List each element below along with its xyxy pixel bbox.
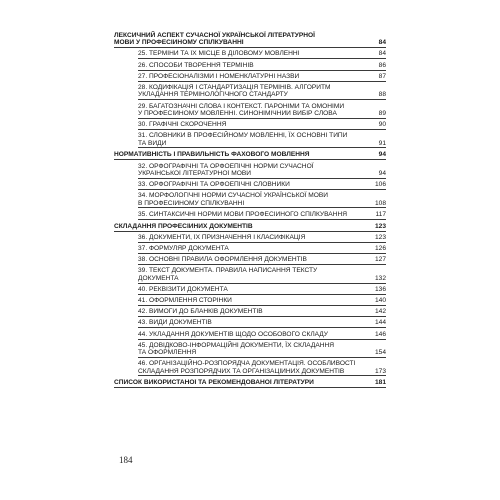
- toc-page-number: 88: [378, 91, 386, 99]
- toc-entry-text: 41. ОФОРМЛЕННЯ СТОРІНКИ: [138, 297, 232, 305]
- toc-page-number: 136: [374, 285, 386, 293]
- toc-entry-line: [138, 91, 386, 100]
- toc-page-number: 142: [374, 308, 386, 316]
- toc-page-number: 108: [374, 199, 386, 207]
- toc-page-number: 123: [374, 233, 386, 241]
- toc-entry-text: НОРМАТИВНІСТЬ І ПРАВИЛЬНІСТЬ ФАХОВОГО МОВЛЕННЯ: [114, 151, 310, 159]
- toc-page-number: 127: [374, 256, 386, 264]
- toc-entry-line: [138, 256, 386, 265]
- toc-entry-line: [114, 223, 386, 232]
- toc-page-number: 123: [374, 222, 386, 230]
- toc-entry-line: [138, 200, 386, 209]
- toc-entry-text: 31. СЛОВНИКИ В ПРОФЕСІЙНОМУ МОВЛЕННІ, ЇХ ОСНОВНІ ТИПИ: [138, 132, 348, 140]
- toc-page-number: 140: [374, 297, 386, 305]
- toc-entry-line: [138, 62, 386, 71]
- toc-item-entry: [138, 181, 386, 190]
- toc-entry-text: 27. ПРОФЕСІОНАЛІЗМИ І НОМЕНКЛАТУРНІ НАЗВИ: [138, 72, 300, 80]
- toc-entry-text: 25. ТЕРМІНИ ТА ЇХ МІСЦЕ В ДІЛОВОМУ МОВЛЕННІ: [138, 50, 300, 58]
- toc-entry-line: [114, 151, 386, 160]
- toc-item-entry: [138, 234, 386, 243]
- toc-page-number: 132: [374, 274, 386, 282]
- toc-entry-text: СКЛАДАННЯ ПРОФЕСІЙНИХ ДОКУМЕНТІВ: [114, 222, 253, 230]
- toc-entry-text: В ПРОФЕСІЙНОМУ СПІЛКУВАННІ: [138, 199, 245, 207]
- toc-item-entry: [138, 297, 386, 306]
- toc-entry-text: СПИСОК ВИКОРИСТАНОЇ ТА РЕКОМЕНДОВАНОЇ ЛІТЕРАТУРИ: [114, 379, 314, 387]
- toc-entry-text: ДОКУМЕНТА: [138, 274, 179, 282]
- toc-page-number: 84: [378, 39, 386, 47]
- toc-page-number: 94: [378, 169, 386, 177]
- toc-entry-line: [138, 140, 386, 149]
- toc-item-entry: [138, 245, 386, 254]
- toc-entry-line: [114, 379, 386, 388]
- toc-item-entry: [138, 121, 386, 130]
- toc-entry-line: [138, 297, 386, 306]
- toc-entry-text: ТА ВИДИ: [138, 139, 167, 147]
- toc-entry-text: УКРАЇНСЬКОЇ ЛІТЕРАТУРНОЇ МОВИ: [138, 169, 251, 177]
- toc-page-number: 126: [374, 245, 386, 252]
- toc-item-entry: [138, 192, 386, 208]
- toc-entry-text: 42. ВИМОГИ ДО БЛАНКІВ ДОКУМЕНТІВ: [138, 308, 263, 316]
- toc-entry-text: ТА ОФОРМЛЕННЯ: [138, 349, 197, 357]
- toc-entry-text: 28. КОДИФІКАЦІЯ І СТАНДАРТИЗАЦІЯ ТЕРМІНІВ. АЛГОРИТМ: [138, 84, 331, 92]
- toc-page-number: 117: [375, 210, 386, 218]
- toc-entry-text: 35. СИНТАКСИЧНІ НОРМИ МОВИ ПРОФЕСІЙНОГО СПІЛКУВАННЯ: [138, 210, 347, 218]
- page-number: 184: [119, 455, 133, 465]
- toc-page-number: 90: [378, 121, 386, 129]
- toc-entry-line: [138, 275, 386, 284]
- toc-entry-line: [138, 245, 386, 254]
- toc-entry-text: 33. ОРФОГРАФІЧНІ ТА ОРФОЕПІЧНІ СЛОВНИКИ: [138, 181, 290, 189]
- toc-entry-line: [138, 121, 386, 130]
- toc-entry-text: 29. БАГАТОЗНАЧНІ СЛОВА І КОНТЕКСТ. ПАРОНІМИ ТА ОМОНІМИ: [138, 102, 345, 110]
- toc-entry-line: [114, 39, 386, 48]
- toc-entry-line: [138, 110, 386, 119]
- toc-item-entry: [138, 62, 386, 71]
- toc-item-entry: [138, 50, 386, 59]
- toc-entry-text: 45. ДОВІДКОВО-ІНФОРМАЦІЙНІ ДОКУМЕНТИ, ЇХ СКЛАДАННЯ: [138, 341, 335, 349]
- toc-item-entry: [138, 319, 386, 328]
- toc-entry-text: 43. ВИДИ ДОКУМЕНТІВ: [138, 319, 212, 327]
- toc-entry-line: [138, 286, 386, 295]
- toc-page-number: 181: [374, 379, 386, 387]
- toc-entry-line: [138, 234, 386, 243]
- toc-entry-line: [138, 211, 386, 220]
- toc-entry-text: 32. ОРФОГРАФІЧНІ ТА ОРФОЕПІЧНІ НОРМИ СУЧАСНОЇ: [138, 162, 314, 170]
- toc-entry-text: ЛЕКСИЧНИЙ АСПЕКТ СУЧАСНОЇ УКРАЇНСЬКОЇ ЛІТЕРАТУРНОЇ: [114, 32, 315, 39]
- toc-item-entry: [138, 84, 386, 100]
- toc-item-entry: [138, 256, 386, 265]
- toc-entry-line: [138, 50, 386, 59]
- toc-entry-text: МОВИ У ПРОФЕСІЙНОМУ СПІЛКУВАННІ: [114, 39, 244, 47]
- toc-entry-text: 39. ТЕКСТ ДОКУМЕНТА. ПРАВИЛА НАПИСАННЯ ТЕКСТУ: [138, 267, 318, 275]
- toc-entry-line: [138, 170, 386, 179]
- toc-item-entry: [138, 163, 386, 179]
- toc-entry-line: [138, 331, 386, 340]
- toc-page-number: 106: [374, 181, 386, 189]
- table-of-contents: [114, 32, 386, 388]
- toc-section-entry: [114, 32, 386, 48]
- toc-item-entry: [138, 286, 386, 295]
- toc-section-entry: [114, 223, 386, 232]
- toc-entry-text: 34. МОРФОЛОГІЧНІ НОРМИ СУЧАСНОЇ УКРАЇНСЬКОЇ МОВИ: [138, 192, 329, 200]
- toc-section-entry: [114, 151, 386, 160]
- toc-item-entry: [138, 103, 386, 119]
- toc-entry-text: У ПРОФЕСІЙНОМУ МОВЛЕННІ. СИНОНІМІЧНИЙ ВИБІР СЛОВА: [138, 109, 337, 117]
- toc-entry-text: 26. СПОСОБИ ТВОРЕННЯ ТЕРМІНІВ: [138, 61, 254, 69]
- toc-page-number: 84: [378, 50, 386, 58]
- toc-item-entry: [138, 342, 386, 358]
- toc-section-entry: [114, 379, 386, 388]
- toc-entry-text: 40. РЕКВІЗИТИ ДОКУМЕНТА: [138, 285, 228, 293]
- toc-page-number: 87: [378, 72, 386, 80]
- toc-entry-line: [138, 181, 386, 190]
- toc-entry-text: 37. ФОРМУЛЯР ДОКУМЕНТА: [138, 245, 229, 252]
- toc-entry-text: 44. УКЛАДАННЯ ДОКУМЕНТІВ ЩОДО ОСОБОВОГО СКЛАДУ: [138, 330, 328, 338]
- toc-entry-line: [138, 308, 386, 317]
- toc-item-entry: [138, 360, 386, 376]
- toc-entry-text: 46. ОРГАНІЗАЦІЙНО-РОЗПОРЯДЧА ДОКУМЕНТАЦІЯ. ОСОБЛИВОСТІ: [138, 360, 356, 368]
- toc-page-number: 173: [374, 367, 386, 375]
- toc-entry-text: СКЛАДАННЯ РОЗПОРЯДЧИХ ТА ОРГАНІЗАЦІЙНИХ ДОКУМЕНТІВ: [138, 367, 345, 375]
- toc-entry-line: [138, 73, 386, 82]
- toc-entry-text: 30. ГРАФІЧНІ СКОРОЧЕННЯ: [138, 121, 227, 129]
- toc-entry-text: 36. ДОКУМЕНТИ, ЇХ ПРИЗНАЧЕННЯ І КЛАСИФІКАЦІЯ: [138, 233, 306, 241]
- toc-item-entry: [138, 73, 386, 82]
- toc-entry-line: [138, 368, 386, 377]
- toc-entry-line: [138, 319, 386, 328]
- toc-page-number: 89: [378, 109, 386, 117]
- toc-page-number: 91: [378, 139, 386, 147]
- toc-page-number: 86: [378, 61, 386, 69]
- toc-item-entry: [138, 308, 386, 317]
- toc-entry-line: [138, 349, 386, 358]
- toc-page-number: 154: [374, 349, 386, 357]
- toc-item-entry: [138, 331, 386, 340]
- toc-page-number: 144: [374, 319, 386, 327]
- toc-entry-text: УКЛАДАННЯ ТЕРМІНОЛОГІЧНОГО СТАНДАРТУ: [138, 91, 288, 99]
- toc-entry-text: 38. ОСНОВНІ ПРАВИЛА ОФОРМЛЕННЯ ДОКУМЕНТІВ: [138, 256, 307, 264]
- toc-page-number: 94: [378, 151, 386, 159]
- toc-page-number: 146: [374, 330, 386, 338]
- toc-item-entry: [138, 211, 386, 220]
- toc-item-entry: [138, 132, 386, 148]
- toc-item-entry: [138, 267, 386, 283]
